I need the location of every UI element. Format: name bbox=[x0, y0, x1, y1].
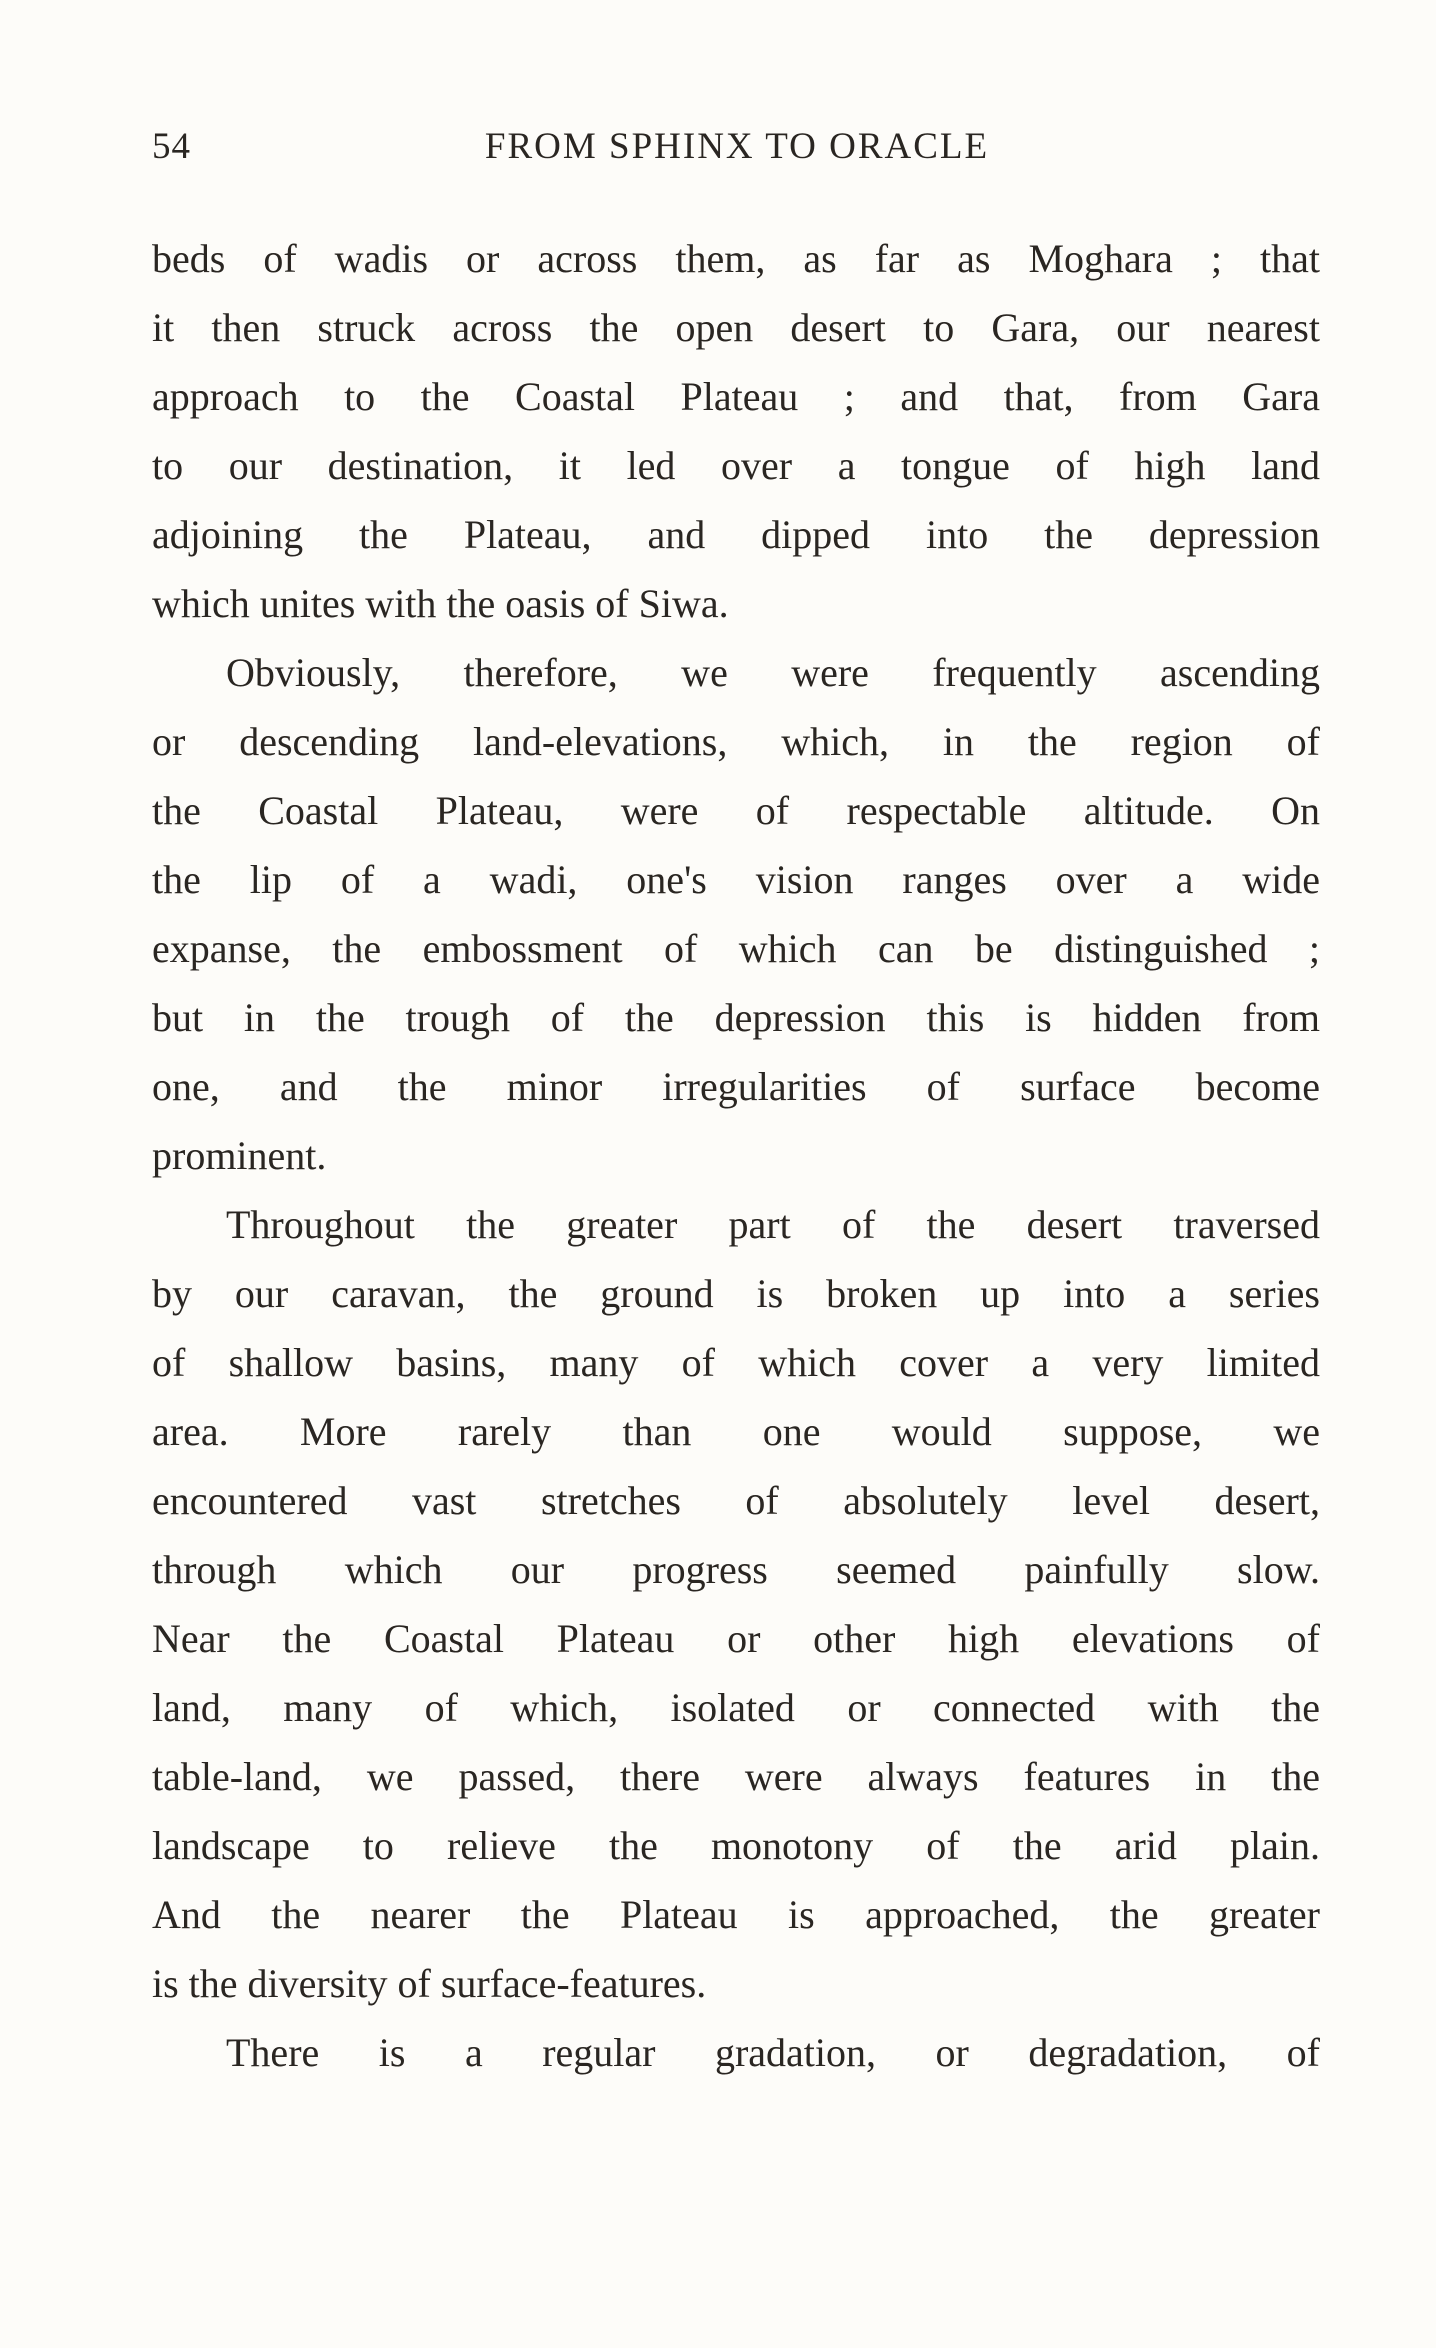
text-line: the Coastal Plateau, were of respectable altitude. On bbox=[152, 788, 1320, 833]
page-number: 54 bbox=[152, 126, 191, 167]
text-line: table-land, we passed, there were always features in the bbox=[152, 1754, 1320, 1799]
text-line: through which our progress seemed painfully slow. bbox=[152, 1547, 1320, 1592]
text-line: is the diversity of surface-features. bbox=[152, 1961, 707, 2006]
text-line: the lip of a wadi, one's vision ranges over a wide bbox=[152, 857, 1320, 902]
text-line: expanse, the embossment of which can be distinguished ; bbox=[152, 926, 1320, 971]
text-line: Obviously, therefore, we were frequently ascending bbox=[226, 650, 1320, 695]
text-line: And the nearer the Plateau is approached, the greater bbox=[152, 1892, 1320, 1937]
text-line: area. More rarely than one would suppose, we bbox=[152, 1409, 1320, 1454]
text-line: but in the trough of the depression this is hidden from bbox=[152, 995, 1320, 1040]
text-line: Near the Coastal Plateau or other high elevations of bbox=[152, 1616, 1320, 1661]
text-line: landscape to relieve the monotony of the arid plain. bbox=[152, 1823, 1320, 1868]
body-text bbox=[152, 224, 1320, 2087]
text-line: or descending land-elevations, which, in the region of bbox=[152, 719, 1320, 764]
text-line: which unites with the oasis of Siwa. bbox=[152, 581, 729, 626]
text-line: prominent. bbox=[152, 1133, 327, 1178]
text-line: beds of wadis or across them, as far as Moghara ; that bbox=[152, 236, 1320, 281]
text-line: adjoining the Plateau, and dipped into the depression bbox=[152, 512, 1320, 557]
text-line: to our destination, it led over a tongue of high land bbox=[152, 443, 1320, 488]
text-line: encountered vast stretches of absolutely level desert, bbox=[152, 1478, 1320, 1523]
text-line: Throughout the greater part of the desert traversed bbox=[226, 1202, 1320, 1247]
text-line: land, many of which, isolated or connected with the bbox=[152, 1685, 1320, 1730]
running-head bbox=[152, 125, 1322, 181]
text-line: by our caravan, the ground is broken up into a series bbox=[152, 1271, 1320, 1316]
text-line: approach to the Coastal Plateau ; and that, from Gara bbox=[152, 374, 1320, 419]
text-line: it then struck across the open desert to Gara, our nearest bbox=[152, 305, 1320, 350]
text-line: of shallow basins, many of which cover a very limited bbox=[152, 1340, 1320, 1385]
text-line: There is a regular gradation, or degradation, of bbox=[226, 2030, 1320, 2075]
book-title: FROM SPHINX TO ORACLE bbox=[484, 126, 990, 167]
text-line: one, and the minor irregularities of surface become bbox=[152, 1064, 1320, 1109]
